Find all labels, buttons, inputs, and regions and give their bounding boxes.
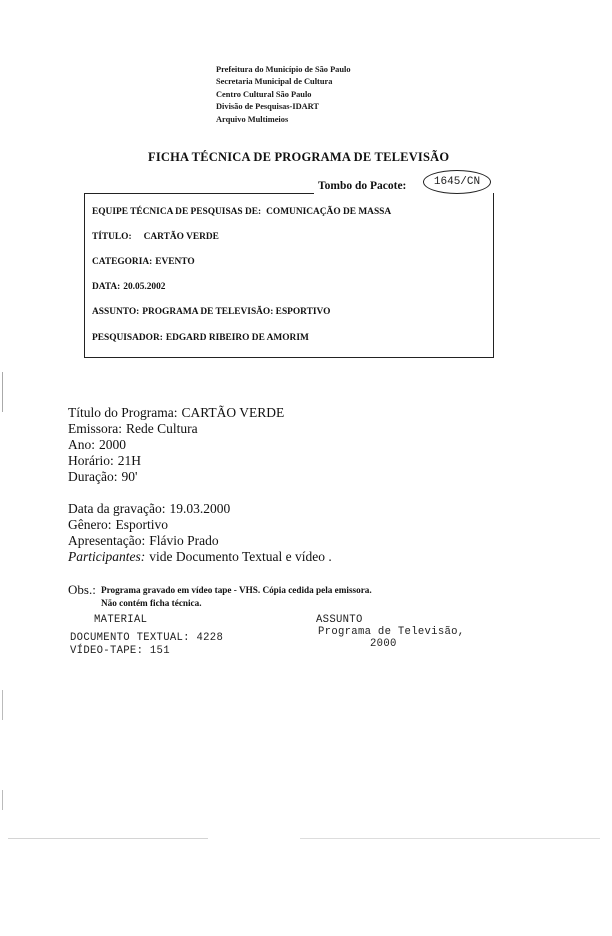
detail-value: CARTÃO VERDE — [181, 405, 285, 420]
tombo-stamp: 1645/CN — [423, 170, 491, 194]
program-data-gravacao — [68, 501, 230, 517]
detail-label: Participantes: — [68, 549, 146, 564]
field-label: ASSUNTO: — [92, 307, 140, 317]
detail-label: Emissora: — [68, 421, 122, 436]
institution-line: Centro Cultural São Paulo — [216, 89, 312, 99]
scan-mark — [2, 790, 3, 810]
detail-label: Apresentação: — [68, 533, 146, 548]
detail-label: Título do Programa: — [68, 405, 178, 420]
field-categoria — [92, 257, 195, 267]
field-label: EQUIPE TÉCNICA DE PESQUISAS DE: — [92, 207, 262, 217]
program-genero — [68, 517, 168, 533]
field-value: EVENTO — [155, 257, 195, 267]
program-ano — [68, 437, 126, 453]
program-titulo — [68, 405, 284, 421]
detail-label: Ano: — [68, 437, 95, 452]
material-header: MATERIAL — [94, 614, 148, 626]
scan-mark — [2, 690, 3, 720]
program-horario — [68, 453, 141, 469]
detail-value: Rede Cultura — [126, 421, 198, 436]
detail-value: Flávio Prado — [149, 533, 219, 548]
documento-textual: DOCUMENTO TEXTUAL: 4228 — [70, 632, 224, 644]
institution-line: Arquivo Multimeios — [216, 114, 289, 124]
obs-text: Programa gravado em vídeo tape - VHS. Cópia cedida pela emissora. — [101, 585, 372, 595]
detail-label: Horário: — [68, 453, 114, 468]
detail-value: 2000 — [99, 437, 126, 452]
field-label: PESQUISADOR: — [92, 333, 163, 343]
assunto-line-1: Programa de Televisão, — [318, 626, 465, 638]
scan-mark — [2, 372, 3, 412]
institution-line: Divisão de Pesquisas-IDART — [216, 102, 320, 112]
detail-label: Duração: — [68, 469, 118, 484]
detail-value: vide Documento Textual e vídeo . — [149, 549, 332, 564]
obs-label: Obs.: — [68, 582, 96, 597]
scan-mark — [300, 838, 600, 839]
institution-line: Secretaria Municipal de Cultura — [216, 77, 333, 87]
program-participantes — [68, 549, 332, 565]
video-tape: VÍDEO-TAPE: 151 — [70, 645, 170, 657]
field-titulo — [92, 232, 219, 242]
detail-label: Data da gravação: — [68, 501, 166, 516]
field-assunto — [92, 307, 330, 317]
field-value: 20.05.2002 — [123, 282, 166, 292]
field-label: DATA: — [92, 282, 121, 292]
scan-mark — [8, 838, 208, 839]
field-equipe — [92, 207, 391, 217]
document-title: FICHA TÉCNICA DE PROGRAMA DE TELEVISÃO — [148, 150, 450, 164]
field-label: CATEGORIA: — [92, 257, 153, 267]
detail-value: 90' — [121, 469, 138, 484]
detail-label: Gênero: — [68, 517, 112, 532]
field-value: PROGRAMA DE TELEVISÃO: ESPORTIVO — [142, 307, 331, 317]
detail-value: 19.03.2000 — [169, 501, 231, 516]
institution-line: Prefeitura do Município de São Paulo — [216, 65, 351, 74]
field-value: EDGARD RIBEIRO DE AMORIM — [165, 333, 309, 343]
assunto-header: ASSUNTO — [316, 614, 363, 626]
tombo-label: Tombo do Pacote: — [318, 180, 407, 192]
field-value: CARTÃO VERDE — [143, 232, 219, 242]
assunto-line-2: 2000 — [370, 638, 397, 650]
field-label: TÍTULO: — [92, 232, 132, 242]
program-duracao — [68, 469, 137, 485]
field-data — [92, 282, 165, 292]
institution-header — [216, 64, 351, 126]
field-pesquisador — [92, 333, 309, 343]
detail-value: 21H — [117, 453, 141, 468]
detail-value: Esportivo — [115, 517, 168, 532]
program-apresentacao — [68, 533, 219, 549]
field-value: COMUNICAÇÃO DE MASSA — [266, 207, 392, 217]
obs-text-2: Não contém ficha técnica. — [101, 598, 202, 608]
program-emissora — [68, 421, 198, 437]
